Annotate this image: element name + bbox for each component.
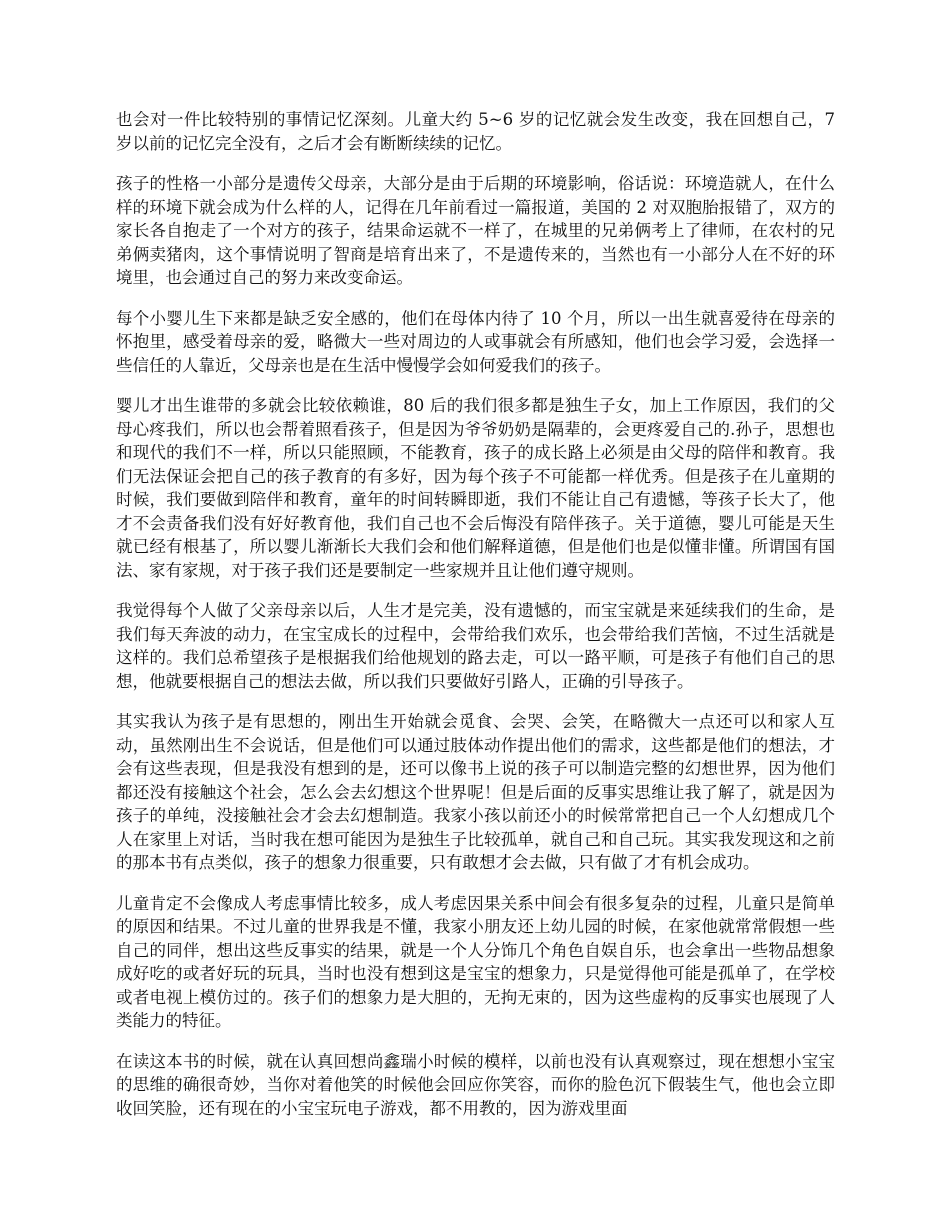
paragraph-1: 也会对一件比较特别的事情记忆深刻。儿童大约 5~6 岁的记忆就会发生改变，我在回想自己，7 岁以前的记忆完全没有，之后才会有断断续续的记忆。 — [116, 110, 835, 153]
paragraph-5: 我觉得每个人做了父亲母亲以后，人生才是完美，没有遗憾的，而宝宝就是来延续我们的生命，是我们每天奔波的动力，在宝宝成长的过程中，会带给我们欢乐，也会带给我们苦恼，不过生活就是这样的。我们总希望孩子是根据我们给他规划的路去走，可以一路平顺，可是孩子有他们自己的思想，他就要根据自己的想法去做，所以我们只要做好引路人，正确的引导孩子。 — [116, 601, 835, 691]
paragraph-7: 儿童肯定不会像成人考虑事情比较多，成人考虑因果关系中间会有很多复杂的过程，儿童只是简单的原因和结果。不过儿童的世界我是不懂，我家小朋友还上幼儿园的时候，在家他就常常假想一些自己的同伴，想出这些反事实的结果，就是一个人分饰几个角色自娱自乐，也会拿出一些物品想象成好吃的或者好玩的玩具，当时也没有想到这是宝宝的想象力，只是觉得他可能是孤单了，在学校或者电视上模仿过的。孩子们的想象力是大胆的，无拘无束的，因为这些虚构的反事实也展现了人类能力的特征。 — [116, 893, 835, 1030]
document-body — [116, 108, 835, 1137]
paragraph-3: 每个小婴儿生下来都是缺乏安全感的，他们在母体内待了 10 个月，所以一出生就喜爱待在母亲的怀抱里，感受着母亲的爱，略微大一些对周边的人或事就会有所感知，他们也会学习爱，会选择一些信任的人靠近，父母亲也是在生活中慢慢学会如何爱我们的孩子。 — [116, 308, 835, 375]
paragraph-2: 孩子的性格一小部分是遗传父母亲，大部分是由于后期的环境影响，俗话说：环境造就人，在什么样的环境下就会成为什么样的人，记得在几年前看过一篇报道，美国的 2 对双胞胎报错了，双方的家长各自抱走了一个对方的孩子，结果命运就不一样了，在城里的兄弟俩考上了律师，在农村的兄弟俩卖猪肉，这个事情说明了智商是培育出来了，不是遗传来的，当然也有一小部分人在不好的环境里，也会通过自己的努力来改变命运。 — [116, 174, 835, 287]
paragraph-4: 婴儿才出生谁带的多就会比较依赖谁，80 后的我们很多都是独生子女，加上工作原因，我们的父母心疼我们，所以也会帮着照看孩子，但是因为爷爷奶奶是隔辈的，会更疼爱自己的.孙子，思想也和现代的我们不一样，所以只能照顾，不能教育，孩子的成长路上必须是由父母的陪伴和教育。我们无法保证会把自己的孩子教育的有多好，因为每个孩子不可能都一样优秀。但是孩子在儿童期的时候，我们要做到陪伴和教育，童年的时间转瞬即逝，我们不能让自己有遗憾，等孩子长大了，他才不会责备我们没有好好教育他，我们自己也不会后悔没有陪伴孩子。关于道德，婴儿可能是天生就已经有根基了，所以婴儿渐渐长大我们会和他们解释道德，但是他们也是似懂非懂。所谓国有国法、家有家规，对于孩子我们还是要制定一些家规并且让他们遵守规则。 — [116, 396, 835, 580]
paragraph-8: 在读这本书的时候，就在认真回想尚鑫瑞小时候的模样，以前也没有认真观察过，现在想想小宝宝的思维的确很奇妙，当你对着他笑的时候他会回应你笑容，而你的脸色沉下假装生气，他也会立即收回笑脸，还有现在的小宝宝玩电子游戏，都不用教的，因为游戏里面 — [116, 1051, 835, 1118]
paragraph-6: 其实我认为孩子是有思想的，刚出生开始就会觅食、会哭、会笑，在略微大一点还可以和家人互动，虽然刚出生不会说话，但是他们可以通过肢体动作提出他们的需求，这些都是他们的想法，才会有这些表现，但是我没有想到的是，还可以像书上说的孩子可以制造完整的幻想世界，因为他们都还没有接触这个社会，怎么会去幻想这个世界呢！但是后面的反事实思维让我了解了，就是因为孩子的单纯，没接触社会才会去幻想制造。我家小孩以前还小的时候常常把自己一个人幻想成几个人在家里上对话，当时我在想可能因为是独生子比较孤单，就自己和自己玩。其实我发现这和之前的那本书有点类似，孩子的想象力很重要，只有敢想才会去做，只有做了才有机会成功。 — [116, 712, 835, 872]
